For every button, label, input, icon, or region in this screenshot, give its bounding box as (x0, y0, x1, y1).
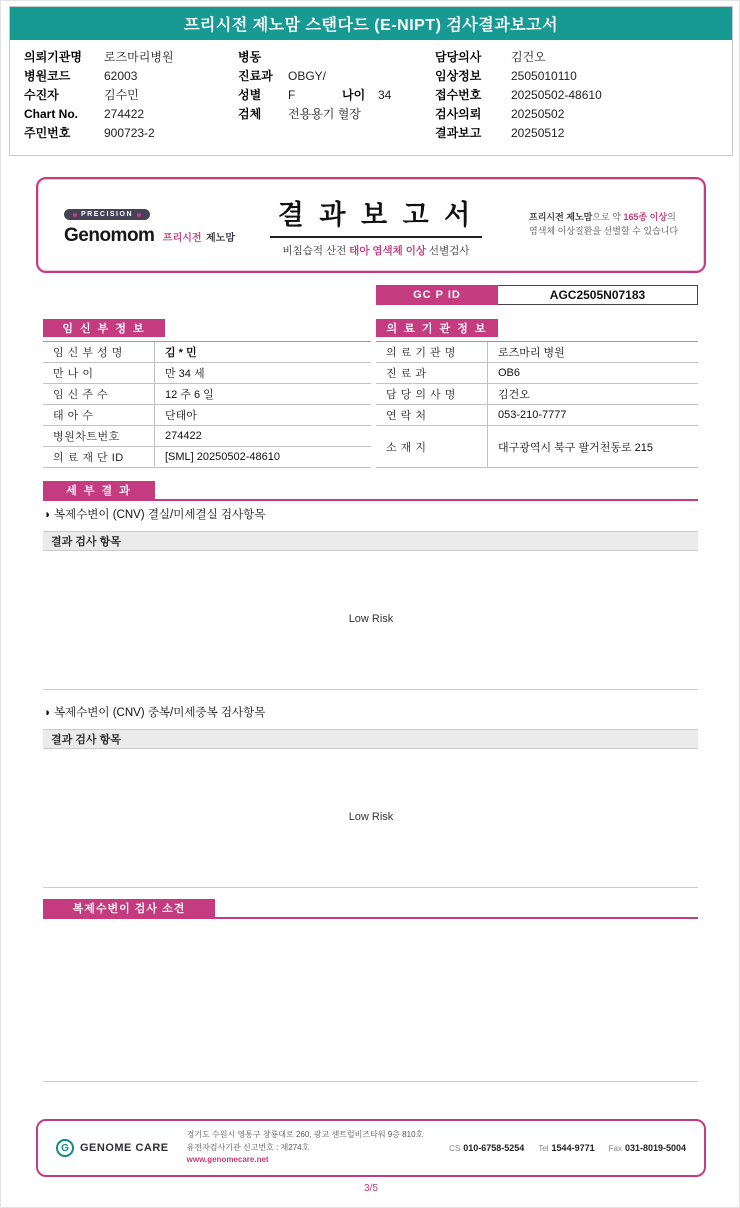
footer-contact-tel (538, 1143, 594, 1153)
report-title-wrap (223, 193, 529, 258)
header-field-doctor (435, 48, 602, 67)
contact-label: CS (449, 1144, 461, 1153)
field-label: 검체 (238, 107, 262, 121)
report-title-box (36, 177, 706, 273)
genome-care-logo-text: GENOME CARE (80, 1142, 169, 1154)
table-row (43, 426, 371, 447)
field-value: OBGY/ (288, 69, 327, 83)
patient-header-info (10, 40, 732, 155)
footer-address-line2: 유전자검사기관 신고번호 : 제274호 (186, 1142, 310, 1152)
field-value: 20250502-48610 (511, 88, 602, 102)
field-value: 900723-2 (104, 126, 155, 140)
report-banner (10, 7, 732, 40)
row-label: 임 신 부 성 명 (43, 342, 155, 362)
brand-kr-precision: 프리시전 (162, 232, 202, 244)
header-field-resident-no (24, 124, 174, 143)
cnv-findings-title: 복제수변이 검사 소견 (43, 899, 215, 917)
section-divider (43, 1081, 698, 1082)
tagline-mid: 으로 약 (592, 212, 624, 223)
report-title: 결 과 보 고 서 (270, 193, 482, 238)
gcpid-bar (376, 285, 698, 305)
field-label: 병동 (238, 50, 262, 64)
field-value: F (288, 88, 296, 102)
gcpid-label: GC P ID (376, 285, 498, 305)
maternal-info-title: 임 신 부 정 보 (43, 319, 165, 337)
footer-address-line1: 경기도 수원시 영통구 창룡대로 260, 광교 센트럴비즈타워 9층 810호 (186, 1130, 424, 1140)
field-label: 임상정보 (435, 69, 482, 83)
contact-value: 1544-9771 (551, 1143, 595, 1153)
maternal-info-rows (43, 341, 371, 468)
field-value: 20250502 (511, 107, 565, 121)
contact-label: Fax (608, 1144, 622, 1153)
genome-care-logo (56, 1139, 169, 1157)
footer-address (187, 1129, 424, 1166)
field-value: 20250512 (511, 126, 565, 140)
contact-value: 010-6758-5254 (463, 1143, 525, 1153)
brand-line (64, 224, 235, 247)
row-label: 만 나 이 (43, 363, 155, 383)
cnv-findings-header (43, 899, 698, 919)
result-table-header: 결과 검사 항목 (43, 729, 698, 749)
table-row (376, 426, 698, 468)
row-value: 김건오 (498, 389, 530, 401)
row-label: 태 아 수 (43, 405, 155, 425)
footer-website: www.genomecare.net (186, 1155, 269, 1165)
field-label: 접수번호 (435, 88, 482, 102)
header-field-result-report-date (435, 124, 602, 143)
header-field-specimen (238, 105, 391, 124)
header-field-test-request-date (435, 105, 602, 124)
header-field-ward (238, 48, 391, 67)
field-label: 병원코드 (24, 69, 71, 83)
table-row (376, 384, 698, 405)
subtitle-prefix: 비침습적 산전 (282, 244, 350, 257)
cnv-deletion-result: Low Risk (348, 613, 394, 625)
gcpid-value: AGC2505N07183 (498, 285, 698, 305)
precision-badge (64, 209, 150, 220)
row-value: 로즈마리 병원 (498, 347, 565, 359)
cnv-duplication-heading-text: 복제수변이 (CNV) 중복/미세중복 검사항목 (53, 707, 266, 719)
row-value: 274422 (165, 430, 202, 442)
clinic-info-title: 의 료 기 관 정 보 (376, 319, 498, 337)
section-divider (43, 689, 698, 690)
subtitle-highlight: 태아 염색체 이상 (349, 244, 427, 257)
header-field-institution (24, 48, 174, 67)
row-value: 단태아 (165, 410, 197, 422)
patient-header-box (9, 6, 733, 156)
field-label: 결과보고 (435, 126, 482, 140)
field-value: 34 (378, 88, 392, 102)
table-row (376, 405, 698, 426)
row-label: 소 재 지 (376, 426, 488, 467)
field-label: 검사의뢰 (435, 107, 482, 121)
row-value: 053-210-7777 (498, 409, 567, 421)
field-label: 수진자 (24, 88, 59, 102)
tagline-line2: 염색체 이상질환을 선별할 수 있습니다 (529, 226, 679, 236)
half-circle-bullet-icon: ◑ (43, 707, 50, 719)
report-subtitle (223, 243, 529, 258)
field-value: 274422 (104, 107, 145, 121)
table-row (43, 405, 371, 426)
header-field-patient (24, 86, 174, 105)
badge-dot-icon (73, 213, 77, 217)
header-field-clinical-info (435, 67, 602, 86)
table-row (376, 363, 698, 384)
row-value: 만 34 세 (165, 368, 205, 380)
table-row (376, 342, 698, 363)
tagline-bold: 프리시전 제노맘 (529, 212, 593, 223)
field-label: 주민번호 (24, 126, 71, 140)
row-value: 김 * 민 (165, 347, 197, 359)
row-label: 연 락 처 (376, 405, 488, 425)
field-label: Chart No. (24, 107, 78, 121)
header-field-hospital-code (24, 67, 174, 86)
result-table-header: 결과 검사 항목 (43, 531, 698, 551)
header-field-receipt-no (435, 86, 602, 105)
maternal-info-table (43, 319, 371, 468)
header-field-gender-age (238, 86, 391, 105)
table-row (43, 342, 371, 363)
patient-header-middle-column (238, 48, 391, 124)
cnv-deletion-heading-text: 복제수변이 (CNV) 결실/미세결실 검사항목 (53, 509, 266, 521)
row-value: 대구광역시 북구 팔거천동로 215 (498, 441, 654, 454)
field-label: 담당의사 (435, 50, 482, 64)
field-label: 나이 (342, 88, 366, 102)
brand-kr-genomom: 제노맘 (206, 232, 235, 244)
precision-badge-label: PRECISION (81, 211, 134, 218)
cnv-deletion-heading (43, 506, 265, 522)
tagline-highlight: 165종 이상 (623, 212, 668, 223)
row-label: 담 당 의 사 명 (376, 384, 488, 404)
report-tagline (529, 211, 704, 239)
row-label: 의 료 재 단 ID (43, 447, 155, 467)
field-value: 김건오 (511, 50, 546, 64)
row-label: 의 료 기 관 명 (376, 342, 488, 362)
brand-name: Genomom (64, 224, 155, 246)
tagline-end: 의 (667, 212, 676, 223)
detail-results-title: 세 부 결 과 (43, 481, 155, 499)
genomom-brand-logo (38, 204, 235, 247)
footer-box (36, 1119, 706, 1177)
footer-contact-fax (609, 1143, 686, 1153)
field-value: 2505010110 (511, 69, 577, 83)
field-value: 로즈마리병원 (104, 50, 174, 64)
footer-contacts (449, 1143, 686, 1153)
report-banner-title: 프리시전 제노맘 스탠다드 (E-NIPT) 검사결과보고서 (183, 17, 559, 34)
table-row (43, 363, 371, 384)
table-row (43, 447, 371, 468)
field-label: 성별 (238, 88, 262, 102)
page-number: 3/5 (364, 1183, 378, 1194)
row-label: 진 료 과 (376, 363, 488, 383)
row-value: OB6 (498, 367, 521, 379)
genome-care-logo-icon: G (56, 1139, 74, 1157)
cnv-duplication-heading (43, 704, 265, 720)
subtitle-suffix: 선별검사 (426, 244, 470, 257)
patient-header-right-column (435, 48, 602, 143)
cnv-duplication-result: Low Risk (348, 811, 394, 823)
patient-header-left-column (24, 48, 174, 143)
detail-results-header (43, 481, 698, 501)
field-value: 전용용기 혈장 (288, 107, 361, 121)
badge-dot-icon (137, 213, 141, 217)
header-field-department (238, 67, 391, 86)
field-label: 의뢰기관명 (24, 50, 82, 64)
row-value: 12 주 6 일 (165, 389, 214, 401)
field-value: 62003 (104, 69, 138, 83)
row-label: 병원차트번호 (43, 426, 155, 446)
half-circle-bullet-icon: ◑ (43, 509, 50, 521)
table-row (43, 384, 371, 405)
clinic-info-table (376, 319, 698, 468)
row-value: [SML] 20250502-48610 (165, 451, 280, 463)
header-field-chart-no (24, 105, 174, 124)
field-value: 김수민 (104, 88, 139, 102)
row-label: 임 신 주 수 (43, 384, 155, 404)
footer-contact-cs (449, 1143, 524, 1153)
clinic-info-rows (376, 341, 698, 468)
section-divider (43, 887, 698, 888)
field-label: 진료과 (238, 69, 273, 83)
contact-label: Tel (538, 1144, 549, 1153)
contact-value: 031-8019-5004 (624, 1143, 686, 1153)
